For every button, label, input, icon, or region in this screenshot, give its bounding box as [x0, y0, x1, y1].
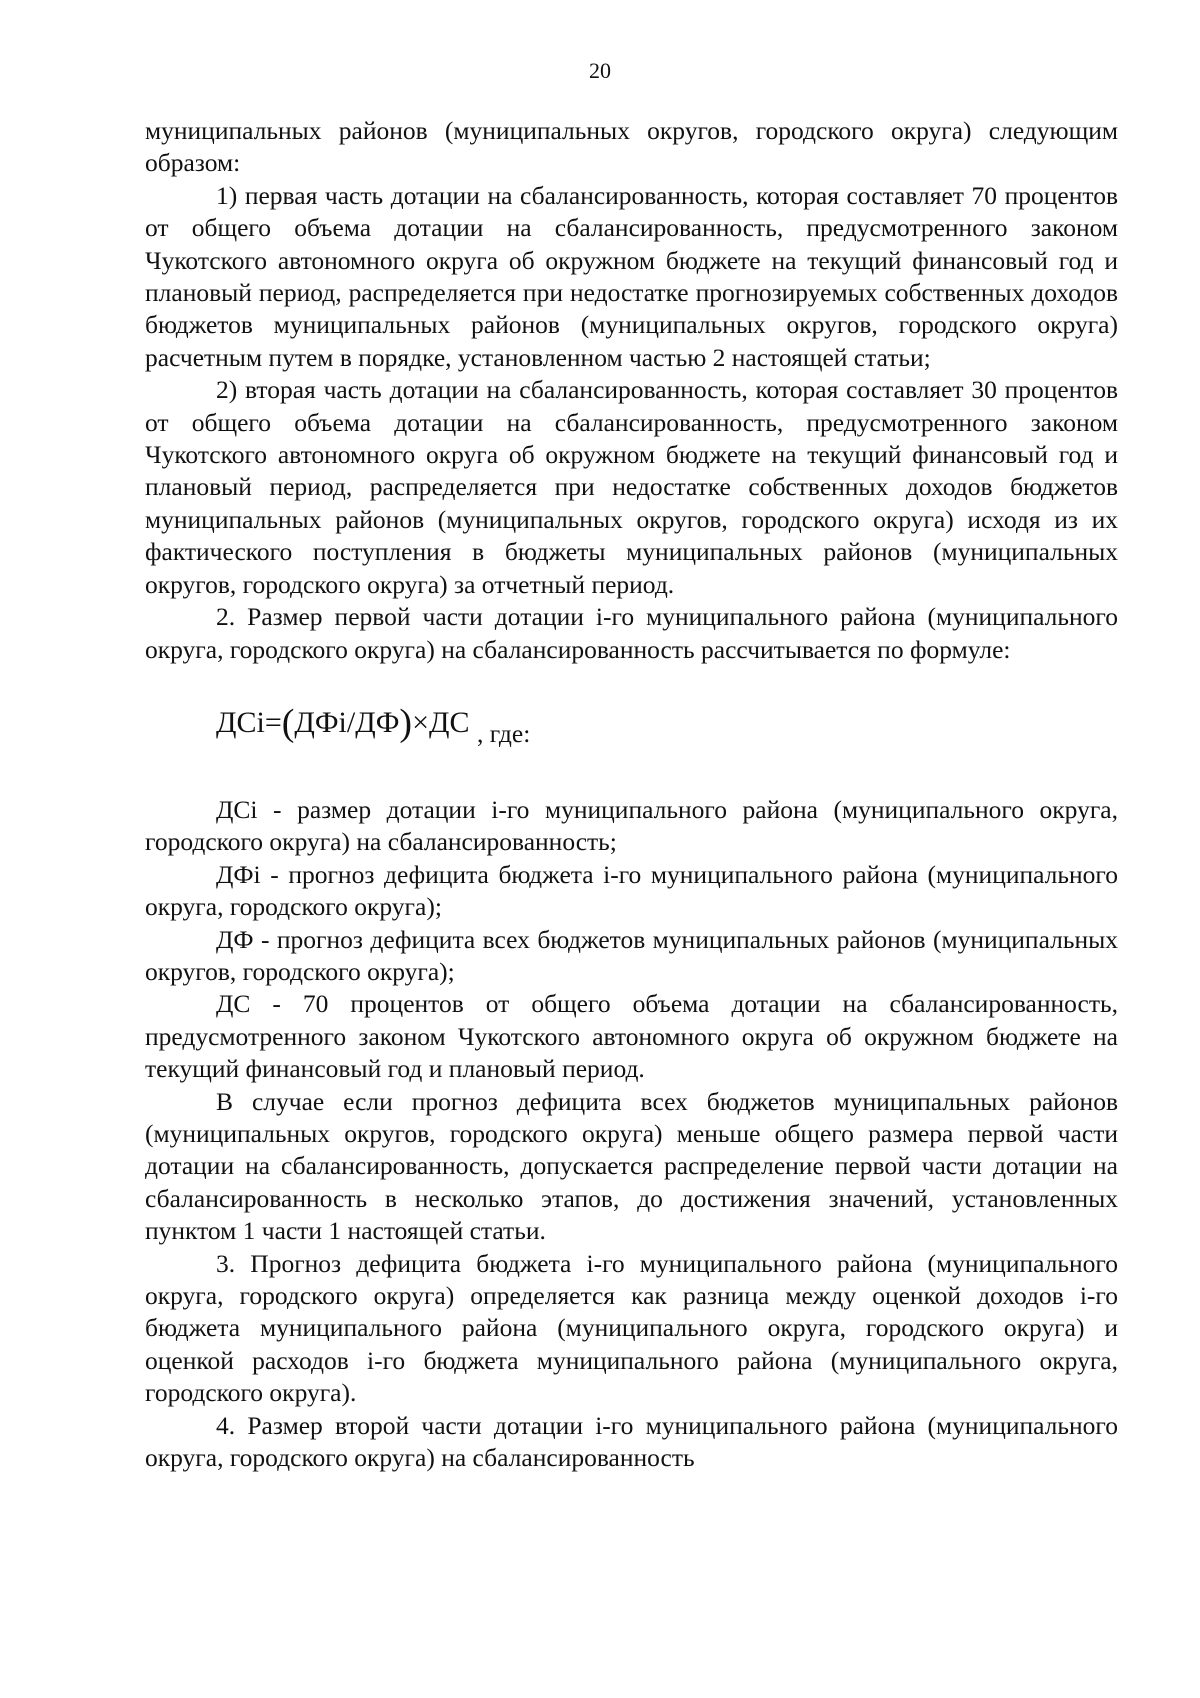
formula-times: ×: [412, 705, 429, 739]
definition-dsi: ДСi - размер дотации i-го муниципального района (муниципального округа, городского округа) на сбалансированность;: [145, 794, 1118, 857]
document-body: [145, 115, 1118, 1474]
paragraph-continuation: муниципальных районов (муниципальных округов, городского округа) следующим образом:: [145, 116, 1118, 178]
formula-denominator: ДФ: [355, 705, 400, 739]
formula-factor: ДС: [428, 705, 470, 739]
formula-suffix: , где:: [476, 718, 531, 748]
formula-equals: =: [264, 705, 282, 739]
formula-close-paren: ): [399, 701, 413, 744]
paragraph-part-4: 4. Размер второй части дотации i-го муниципального района (муниципального округа, городского округа) на сбалансированность: [145, 1410, 1118, 1473]
formula-block: [145, 666, 1118, 794]
formula: [216, 701, 531, 753]
page-number: 20: [589, 58, 611, 83]
definition-df: ДФ - прогноз дефицита всех бюджетов муниципальных районов (муниципальных округов, городского округа);: [145, 924, 1118, 986]
paragraph-item-2: 2) вторая часть дотации на сбалансированность, которая составляет 30 процентов от общего объема дотации на сбалансированность, предусмотренного законом Чукотского автономного округа об окружном бюджете на текущий финансовый год и плановый период, распределяется при недостатке собственных доходов бюджетов муниципальных районов (муниципальных округов, городского округа) исходя из их фактического поступления в бюджеты муниципальных районов (муниципальных округов, городского округа) за отчетный период.: [145, 375, 1118, 599]
formula-open-paren: (: [281, 701, 295, 744]
definition-dfi: ДФi - прогноз дефицита бюджета i-го муниципального района (муниципального округа, городского округа);: [145, 859, 1118, 922]
definition-ds: ДС - 70 процентов от общего объема дотации на сбалансированность, предусмотренного законом Чукотского автономного округа об окружном бюджете на текущий финансовый год и плановый период.: [145, 989, 1118, 1084]
formula-lhs: ДСi: [216, 705, 265, 739]
formula-numerator: ДФi: [294, 705, 347, 739]
paragraph-part-3: 3. Прогноз дефицита бюджета i-го муниципального района (муниципального округа, городского округа) определяется как разница между оценкой доходов i-го бюджета муниципального района (муниципального округа, городского округа) и оценкой расходов i-го бюджета муниципального района (муниципального округа, городского округа).: [145, 1248, 1118, 1408]
formula-slash: /: [346, 705, 356, 739]
paragraph-item-1: 1) первая часть дотации на сбалансированность, которая составляет 70 процентов от общего объема дотации на сбалансированность, предусмотренного законом Чукотского автономного округа об окружном бюджете на текущий финансовый год и плановый период, распределяется при недостатке прогнозируемых собственных доходов бюджетов муниципальных районов (муниципальных округов, городского округа) расчетным путем в порядке, установленном частью 2 настоящей статьи;: [145, 180, 1118, 372]
paragraph-part-2: 2. Размер первой части дотации i-го муниципального района (муниципального округа, городского округа) на сбалансированность рассчитывается по формуле:: [145, 602, 1118, 664]
paragraph-stages: В случае если прогноз дефицита всех бюджетов муниципальных районов (муниципальных округов, городского округа) меньше общего размера первой части дотации на сбалансированность, допускается распределение первой части дотации на сбалансированность в несколько этапов, до достижения значений, установленных пунктом 1 части 1 настоящей статьи.: [145, 1086, 1118, 1246]
